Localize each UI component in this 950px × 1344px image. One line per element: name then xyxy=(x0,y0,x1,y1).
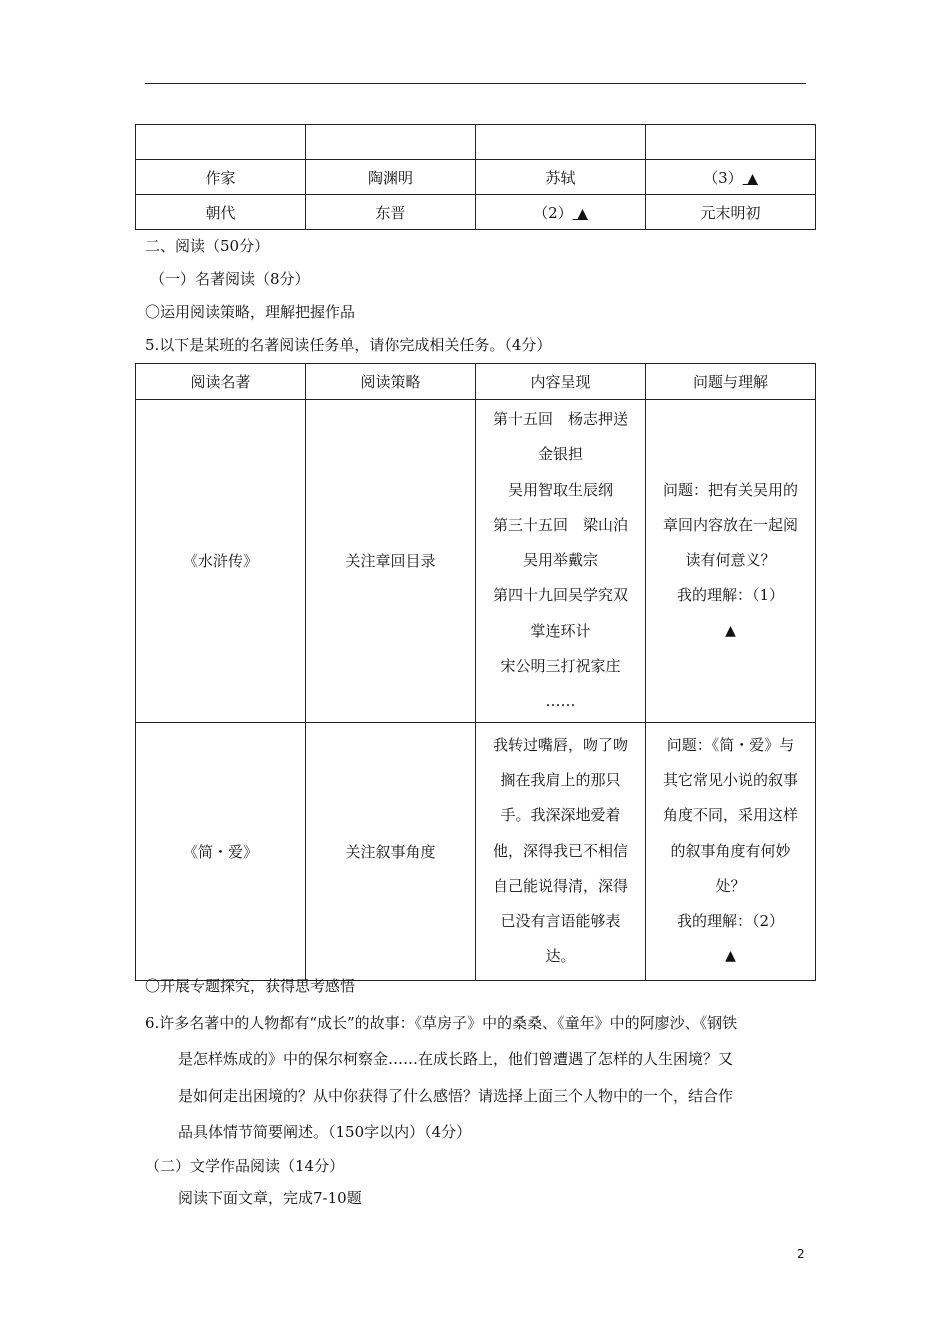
question-line: 的叙事角度有何妙 xyxy=(670,841,791,860)
content-line: 我转过嘴唇，吻了吻 xyxy=(492,735,628,754)
author-dynasty-table xyxy=(135,124,816,230)
blank-number: （3） xyxy=(703,168,743,187)
table-row xyxy=(136,722,816,980)
subsection-heading: （一）名著阅读（8分） xyxy=(150,270,310,288)
column-header: 阅读策略 xyxy=(306,364,476,400)
content-line: 吴用举戴宗 xyxy=(522,551,598,570)
reading-task-table xyxy=(135,363,816,981)
page-number: 2 xyxy=(797,1247,805,1261)
task-heading: 〇开展专题探究，获得思考感悟 xyxy=(145,977,356,995)
question-line: 问题：《简・爱》与 xyxy=(666,735,795,754)
column-header: 内容呈现 xyxy=(476,364,646,400)
content-line: 第四十九回吴学究双 xyxy=(492,586,628,605)
table-row xyxy=(136,195,816,230)
table-cell: 元末明初 xyxy=(646,195,816,230)
row-label: 作家 xyxy=(136,160,306,195)
content-line: 吴用智取生辰纲 xyxy=(507,480,613,499)
triangle-icon: ▲ xyxy=(572,205,588,222)
question-cell xyxy=(646,722,816,980)
section-heading: 二、阅读（50分） xyxy=(145,237,270,255)
content-cell xyxy=(476,722,646,980)
table-cell xyxy=(646,125,816,160)
question-line: 问题：把有关吴用的 xyxy=(662,480,798,499)
task-heading: 〇运用阅读策略，理解把握作品 xyxy=(145,303,356,321)
question-line: 其它常见小说的叙事 xyxy=(662,770,798,789)
question-6-line: 是怎样炼成的》中的保尔柯察金……在成长路上，他们曾遭遇了怎样的人生困境？又 xyxy=(178,1050,734,1068)
table-cell xyxy=(306,125,476,160)
content-line: 第三十五回 梁山泊 xyxy=(492,515,628,534)
answer-blank-2 xyxy=(476,195,646,230)
question-6-line: 是如何走出困境的？从中你获得了什么感悟？请选择上面三个人物中的一个，结合作 xyxy=(178,1087,734,1105)
table-row xyxy=(136,160,816,195)
content-line: 已没有言语能够表 xyxy=(500,912,621,931)
table-cell xyxy=(476,125,646,160)
reading-strategy: 关注章回目录 xyxy=(306,400,476,723)
question-line: 章回内容放在一起阅 xyxy=(662,515,798,534)
table-cell: 苏轼 xyxy=(476,160,646,195)
question-5: 5.以下是某班的名著阅读任务单，请你完成相关任务。（4分） xyxy=(145,336,552,354)
question-cell xyxy=(646,400,816,723)
table-cell xyxy=(136,125,306,160)
book-title: 《水浒传》 xyxy=(136,400,306,723)
content-line: 他，深得我已不相信 xyxy=(492,841,628,860)
table-cell: 东晋 xyxy=(306,195,476,230)
answer-blank-3 xyxy=(646,160,816,195)
content-line: 掌连环计 xyxy=(530,621,591,640)
triangle-icon: ▲ xyxy=(742,170,758,187)
column-header: 问题与理解 xyxy=(646,364,816,400)
content-line: 金银担 xyxy=(537,445,583,464)
question-line: 我的理解：（1） xyxy=(676,586,785,605)
triangle-icon: ▲ xyxy=(725,948,736,965)
content-line: 宋公明三打祝家庄 xyxy=(500,657,621,676)
question-line: 角度不同，采用这样 xyxy=(662,806,798,825)
table-row xyxy=(136,125,816,160)
question-6-line: 6.许多名著中的人物都有“成长”的故事：《草房子》中的桑桑、《童年》中的阿廖沙、《钢铁 xyxy=(145,1014,738,1032)
reading-strategy: 关注叙事角度 xyxy=(306,722,476,980)
question-line: 我的理解：（2） xyxy=(676,912,785,931)
question-line: 读有何意义？ xyxy=(685,551,776,570)
subsection-heading: （二）文学作品阅读（14分） xyxy=(145,1157,345,1175)
column-header: 阅读名著 xyxy=(136,364,306,400)
question-line: 处？ xyxy=(715,876,746,895)
header-rule xyxy=(145,83,806,84)
content-line: 自己能说得清，深得 xyxy=(492,876,628,895)
table-header-row xyxy=(136,364,816,400)
content-line: 搁在我肩上的那只 xyxy=(500,770,621,789)
content-cell xyxy=(476,400,646,723)
blank-number: （2） xyxy=(533,203,573,222)
instruction-text: 阅读下面文章，完成7-10题 xyxy=(178,1189,362,1207)
content-line: 第十五回 杨志押送 xyxy=(492,410,628,428)
row-label: 朝代 xyxy=(136,195,306,230)
table-cell: 陶渊明 xyxy=(306,160,476,195)
content-line: …… xyxy=(545,692,576,711)
question-6-line: 品具体情节简要阐述。（150字以内）（4分） xyxy=(178,1123,472,1141)
content-line: 手。我深深地爱着 xyxy=(500,806,621,825)
book-title: 《简・爱》 xyxy=(136,722,306,980)
triangle-icon: ▲ xyxy=(725,622,736,639)
table-row xyxy=(136,400,816,723)
content-line: 达。 xyxy=(545,947,576,966)
